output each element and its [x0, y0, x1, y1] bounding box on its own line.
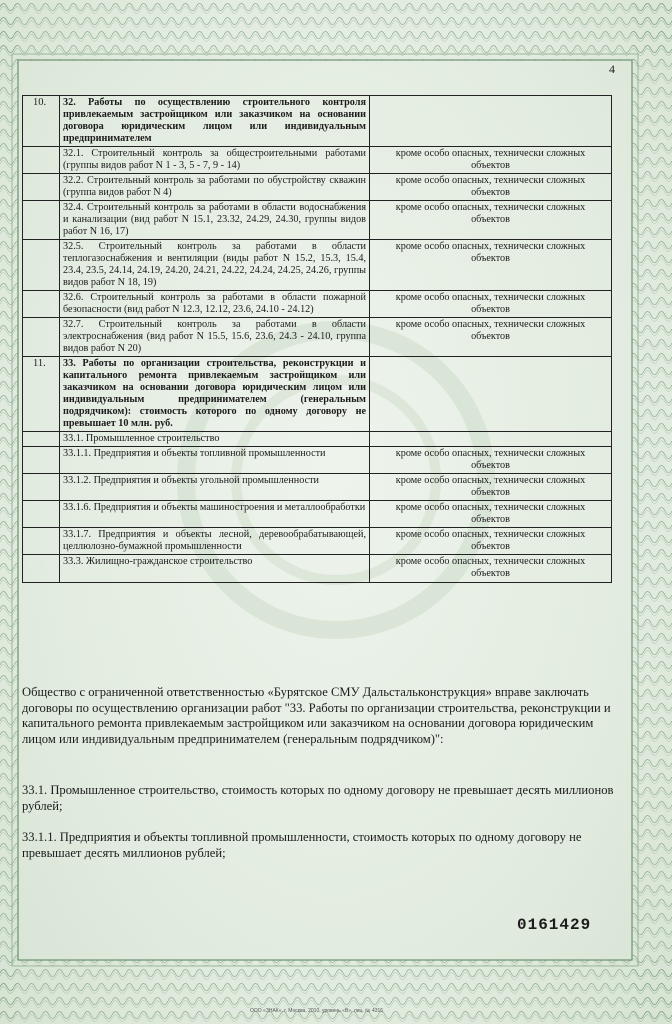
work-condition: кроме особо опасных, технически сложных объектов — [370, 201, 612, 240]
table-row — [23, 447, 612, 474]
row-number: 11. — [23, 357, 60, 432]
table-row — [23, 147, 612, 174]
work-item: 33.1. Промышленное строительство — [60, 432, 370, 447]
works-table — [22, 95, 612, 583]
paragraph-right-to-contract: Общество с ограниченной ответственностью «Бурятское СМУ Дальстальконструкция» вправе заключать договоры по осуществлению организации работ "33. Работы по организации строительства, реконструкции и капитального ремонта привлекаемым застройщиком или заказчиком на основании договора юридическим лицом или индивидуальным предпринимателем (генеральным подрядчиком)": — [22, 685, 611, 746]
table-row — [23, 528, 612, 555]
row-number-empty — [23, 432, 60, 447]
row-condition — [370, 357, 612, 432]
page-number: 4 — [609, 62, 615, 76]
work-condition: кроме особо опасных, технически сложных объектов — [370, 501, 612, 528]
work-heading: 33. Работы по организации строительства, реконструкции и капитального ремонта привлекаемым застройщиком или заказчиком на основании договора юридическим лицом или индивидуальным предпринимателем (генеральным подрядчиком): стоимость которого по одному договору не превышает 10 млн. руб. — [63, 358, 366, 429]
serial-number: 0161429 — [517, 916, 592, 934]
paragraph-fuel: 33.1.1. Предприятия и объекты топливной промышленности, стоимость которых по одному договору не превышает десять миллионов рублей; — [22, 830, 582, 860]
work-item: 32.6. Строительный контроль за работами в области пожарной безопасности (вид работ N 12.3, 12.12, 23.6, 24.10 - 24.12) — [60, 291, 370, 318]
row-number-empty — [23, 555, 60, 583]
work-condition: кроме особо опасных, технически сложных объектов — [370, 528, 612, 555]
row-number-empty — [23, 501, 60, 528]
work-item: 32.1. Строительный контроль за общестроительными работами (группы видов работ N 1 - 3, 5 - 7, 9 - 14) — [60, 147, 370, 174]
row-number-empty — [23, 147, 60, 174]
work-condition: кроме особо опасных, технически сложных объектов — [370, 291, 612, 318]
row-number-empty — [23, 318, 60, 357]
work-item: 32.2. Строительный контроль за работами по обустройству скважин (группа видов работ N 4) — [60, 174, 370, 201]
table-row — [23, 555, 612, 583]
row-number-empty — [23, 447, 60, 474]
row-condition — [370, 96, 612, 147]
work-item: 33.1.2. Предприятия и объекты угольной промышленности — [60, 474, 370, 501]
table-row — [23, 291, 612, 318]
table-row — [23, 240, 612, 291]
table-row — [23, 201, 612, 240]
work-item: 33.3. Жилищно-гражданское строительство — [60, 555, 370, 583]
table-row — [23, 96, 612, 147]
work-item: 33.1.6. Предприятия и объекты машиностроения и металлообработки — [60, 501, 370, 528]
paragraph-industrial: 33.1. Промышленное строительство, стоимость которых по одному договору не превышает десять миллионов рублей; — [22, 783, 614, 813]
work-condition: кроме особо опасных, технически сложных объектов — [370, 555, 612, 583]
table-row — [23, 432, 612, 447]
table-row — [23, 174, 612, 201]
row-number-empty — [23, 291, 60, 318]
work-condition: кроме особо опасных, технически сложных объектов — [370, 174, 612, 201]
row-number-empty — [23, 528, 60, 555]
work-item: 32.7. Строительный контроль за работами в области электроснабжения (вид работ N 15.5, 15.6, 23.6, 24.3 - 24.10, группа видов работ N 20) — [60, 318, 370, 357]
work-item: 32.4. Строительный контроль за работами в области водоснабжения и канализации (вид работ N 15.1, 23.32, 24.29, 24.30, группы видов работ N 16, 17) — [60, 201, 370, 240]
work-item: 33.1.7. Предприятия и объекты лесной, деревообрабатывающей, целлюлозно-бумажной промышленности — [60, 528, 370, 555]
row-content — [60, 96, 370, 147]
work-heading: 32. Работы по осуществлению строительного контроля привлекаемым застройщиком или заказчиком на основании договора юридическим лицом или индивидуальным предпринимателем — [63, 97, 366, 144]
row-content — [60, 357, 370, 432]
row-number-empty — [23, 174, 60, 201]
row-number: 10. — [23, 96, 60, 147]
table-row — [23, 501, 612, 528]
table-row — [23, 357, 612, 432]
work-condition — [370, 432, 612, 447]
table-row — [23, 318, 612, 357]
row-number-empty — [23, 240, 60, 291]
work-condition: кроме особо опасных, технически сложных объектов — [370, 147, 612, 174]
row-number-empty — [23, 474, 60, 501]
work-condition: кроме особо опасных, технически сложных объектов — [370, 474, 612, 501]
work-condition: кроме особо опасных, технически сложных объектов — [370, 447, 612, 474]
table-row — [23, 474, 612, 501]
row-number-empty — [23, 201, 60, 240]
work-item: 32.5. Строительный контроль за работами в области теплогазоснабжения и вентиляции (виды работ N 15.2, 15.3, 15.4, 23.4, 23.5, 24.14, 24.19, 24.20, 24.21, 24.22, 24.24, 24.25, 24.26, группы видов работ N 18, 19) — [60, 240, 370, 291]
printer-imprint: ООО «ЗНАК», г. Москва, 2010, уровень «В», лиц. № 4316 — [250, 1008, 384, 1014]
work-item: 33.1.1. Предприятия и объекты топливной промышленности — [60, 447, 370, 474]
work-condition: кроме особо опасных, технически сложных объектов — [370, 240, 612, 291]
work-condition: кроме особо опасных, технически сложных объектов — [370, 318, 612, 357]
